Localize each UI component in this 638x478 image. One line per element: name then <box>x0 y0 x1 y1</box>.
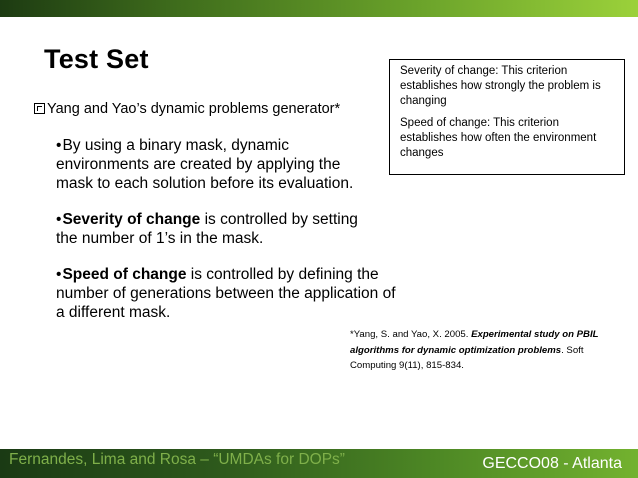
reference-citation <box>350 327 610 374</box>
sub-bullet-text: is controlled by setting the number of 1’s in the mask. <box>56 211 358 247</box>
definitions-callout-box <box>389 59 625 175</box>
severity-definition: Severity of change: This criterion establishes how strongly the problem is changing <box>400 65 601 107</box>
sub-bullet-bold-term: Severity of change <box>62 211 201 228</box>
main-bullet <box>34 101 340 117</box>
sub-bullet-bold-term: Speed of change <box>62 266 187 283</box>
sub-bullet-text: is controlled by defining the number of generations between the application of a different mask. <box>56 266 396 321</box>
speed-definition: Speed of change: This criterion establishes how often the environment changes <box>400 117 597 159</box>
main-bullet-text: Yang and Yao’s dynamic problems generator* <box>47 101 341 117</box>
sub-bullet-binary-mask <box>56 136 366 193</box>
sub-bullet-text: By using a binary mask, dynamic environments are created by applying the mask to each solution before its evaluation. <box>56 137 354 192</box>
sub-bullet-speed <box>56 265 396 322</box>
checkbox-bullet-icon <box>34 103 45 114</box>
bullet-dot-icon: • <box>56 266 62 283</box>
top-decorative-bar <box>0 0 638 17</box>
footer-conference-text: GECCO08 - Atlanta <box>482 455 622 472</box>
reference-source: . Soft Computing 9(11), 815-834. <box>350 344 584 371</box>
sub-bullet-severity <box>56 210 376 248</box>
reference-title: Experimental study on PBIL algorithms for dynamic optimization problems <box>350 329 599 356</box>
footer-authors-text: Fernandes, Lima and Rosa – “UMDAs for DOPs” <box>9 451 345 468</box>
reference-authors: *Yang, S. and Yao, X. 2005. <box>350 329 472 340</box>
bullet-dot-icon: • <box>56 137 62 154</box>
bullet-dot-icon: • <box>56 211 62 228</box>
slide-title: Test Set <box>44 44 149 74</box>
